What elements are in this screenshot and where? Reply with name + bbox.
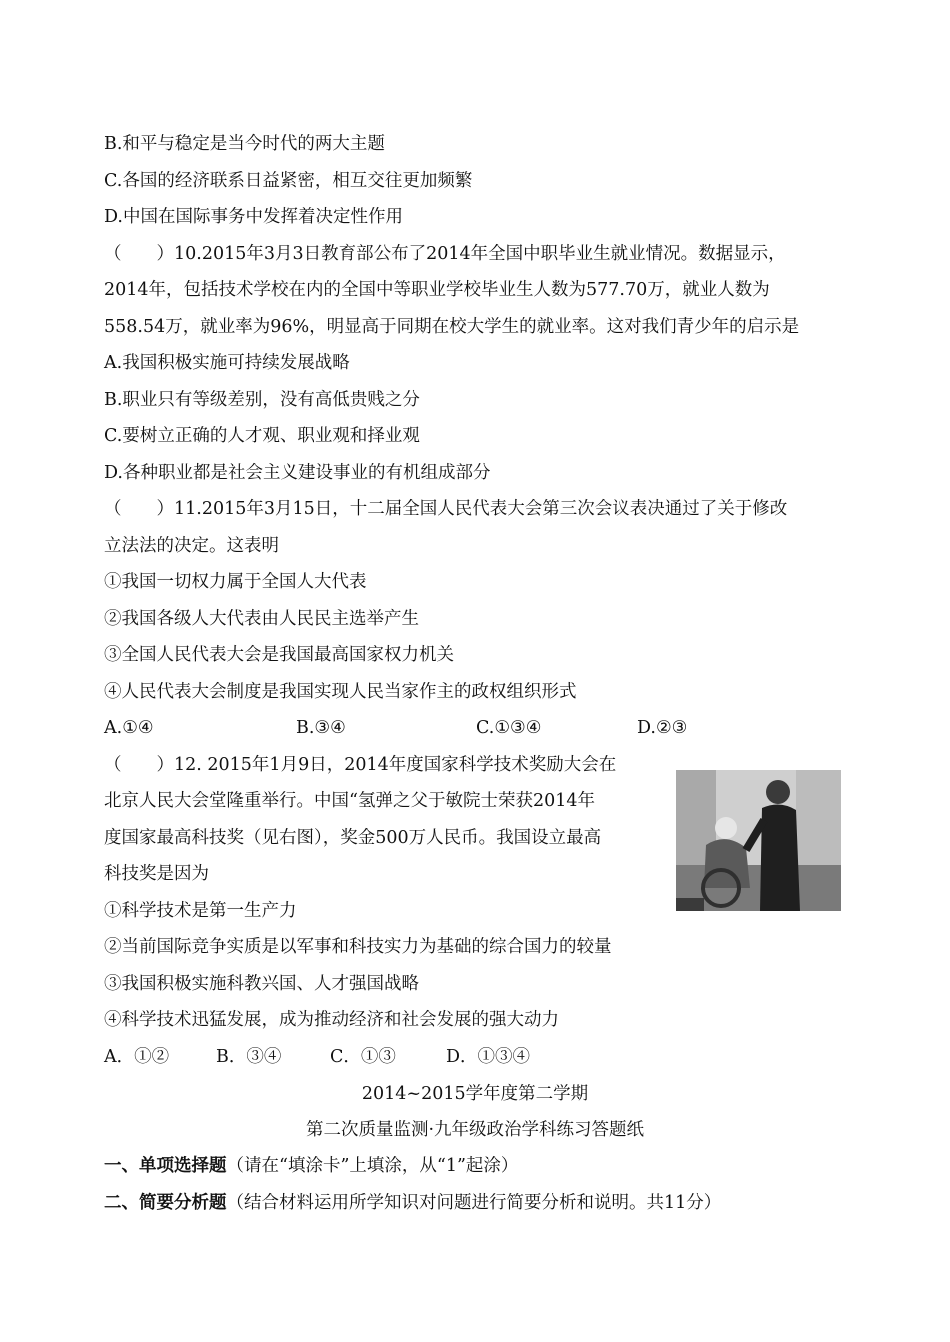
q12-choice-d: D．①③④ [446,1047,531,1067]
q10-stem-line-3: 558.54万，就业率为96%，明显高于同期在校大学生的就业率。这对我们青少年的启示是 [104,317,800,337]
section-2 [104,1190,721,1216]
q12-statement-4: ④科学技术迅猛发展，成为推动经济和社会发展的强大动力 [104,1010,559,1030]
answer-sheet-subtitle: 第二次质量监测·九年级政治学科练习答题纸 [305,1120,645,1140]
q11-stem-line-2: 立法法的决定。这表明 [104,536,279,556]
q10-option-d: D.各种职业都是社会主义建设事业的有机组成部分 [104,463,491,483]
q11-choice-b: B.③④ [296,718,346,738]
q12-stem-line-4: 科技奖是因为 [104,864,209,884]
q12-statement-1: ①科学技术是第一生产力 [104,901,297,921]
q11-statement-4: ④人民代表大会制度是我国实现人民当家作主的政权组织形式 [104,682,577,702]
q12-statement-2: ②当前国际竞争实质是以军事和科技实力为基础的综合国力的较量 [104,937,612,957]
section-2-note: （结合材料运用所学知识对问题进行简要分析和说明。共11分） [226,1193,722,1213]
q10-option-b: B.职业只有等级差别，没有高低贵贱之分 [104,390,420,410]
q12-stem-line-1: （ ）12. 2015年1月9日，2014年度国家科学技术奖励大会在 [104,755,617,775]
q10-option-c: C.要树立正确的人才观、职业观和择业观 [104,426,420,446]
q11-choice-a: A.①④ [104,718,154,738]
section-1 [104,1153,518,1179]
section-1-heading: 一、单项选择题 [104,1156,227,1176]
q9-option-d: D.中国在国际事务中发挥着决定性作用 [104,207,403,227]
q11-statement-2: ②我国各级人大代表由人民民主选举产生 [104,609,419,629]
q10-option-a: A.我国积极实施可持续发展战略 [104,353,350,373]
q11-statement-1: ①我国一切权力属于全国人大代表 [104,572,367,592]
q11-choice-c: C.①③④ [476,718,542,738]
q11-choice-d: D.②③ [637,718,688,738]
award-ceremony-photo [676,770,841,911]
q12-choice-c: C．①③ [330,1047,396,1067]
q12-statement-3: ③我国积极实施科教兴国、人才强国战略 [104,974,419,994]
section-2-heading: 二、简要分析题 [104,1193,227,1213]
answer-sheet-title: 2014~2015学年度第二学期 [361,1084,589,1104]
q12-stem-line-2: 北京人民大会堂隆重举行。中国“氢弹之父于敏院士荣获2014年 [104,791,595,811]
q9-option-b: B.和平与稳定是当今时代的两大主题 [104,134,385,154]
q10-stem-line-1: （ ）10.2015年3月3日教育部公布了2014年全国中职毕业生就业情况。数据显示， [104,244,786,264]
q9-option-c: C.各国的经济联系日益紧密，相互交往更加频繁 [104,171,473,191]
q10-stem-line-2: 2014年，包括技术学校在内的全国中等职业学校毕业生人数为577.70万，就业人数为 [104,280,770,300]
section-1-note: （请在“填涂卡”上填涂，从“1”起涂） [226,1156,519,1176]
q12-choice-b: B．③④ [216,1047,282,1067]
q11-statement-3: ③全国人民代表大会是我国最高国家权力机关 [104,645,454,665]
q12-stem-line-3: 度国家最高科技奖（见右图），奖金500万人民币。我国设立最高 [104,828,602,848]
q11-stem-line-1: （ ）11.2015年3月15日，十二届全国人民代表大会第三次会议表决通过了关于修改 [104,499,788,519]
q12-choice-a: A．①② [104,1047,170,1067]
